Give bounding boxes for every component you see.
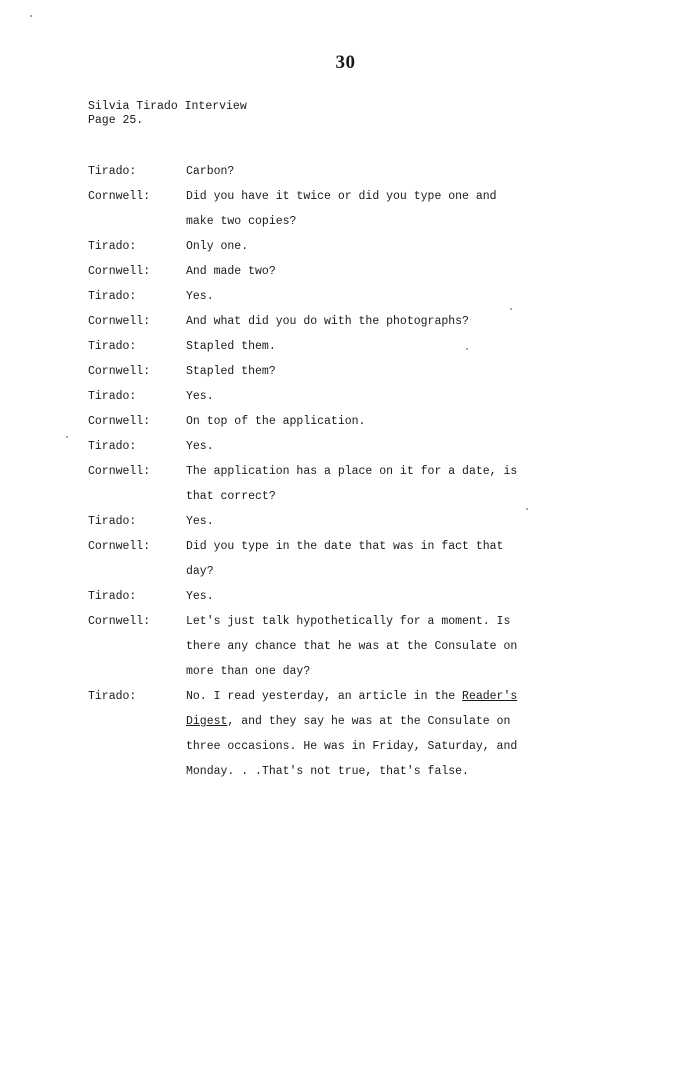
- speech-text: [186, 434, 576, 459]
- header-page: Page 25.: [88, 114, 144, 127]
- speech-text: [186, 534, 576, 584]
- speech-line: Stapled them.: [186, 340, 276, 353]
- speech-line: [186, 709, 576, 734]
- speech-line: more than one day?: [186, 665, 311, 678]
- scan-speck: [30, 15, 32, 17]
- scan-speck: [466, 348, 468, 350]
- speech-text: [186, 609, 576, 684]
- transcript-entry: [88, 309, 588, 334]
- speech-text: [186, 384, 576, 409]
- speech-text: [186, 684, 576, 784]
- speech-line: The application has a place on it for a date, is: [186, 465, 518, 478]
- speaker-label: Cornwell:: [88, 365, 151, 378]
- speech-text: [186, 309, 576, 334]
- speech-line: On top of the application.: [186, 415, 366, 428]
- speech-text: [186, 334, 576, 359]
- speech-line: make two copies?: [186, 215, 297, 228]
- transcript-entry: [88, 609, 588, 684]
- transcript-entry: [88, 384, 588, 409]
- speech-text: [186, 284, 576, 309]
- speech-line: Yes.: [186, 440, 214, 453]
- transcript-entry: [88, 409, 588, 434]
- transcript-entry: [88, 684, 588, 784]
- speech-line: And made two?: [186, 265, 276, 278]
- speech-line: that correct?: [186, 490, 276, 503]
- transcript: [88, 159, 588, 784]
- transcript-entry: [88, 584, 588, 609]
- scan-speck: [510, 308, 512, 310]
- speaker-label: Cornwell:: [88, 615, 151, 628]
- speaker-label: Cornwell:: [88, 415, 151, 428]
- transcript-entry: [88, 159, 588, 184]
- speaker-label: Tirado:: [88, 290, 137, 303]
- underlined-title: Digest: [186, 715, 228, 728]
- speech-line: there any chance that he was at the Consulate on: [186, 640, 518, 653]
- speech-line: Only one.: [186, 240, 249, 253]
- speaker-label: Tirado:: [88, 690, 137, 703]
- speaker-label: Tirado:: [88, 240, 137, 253]
- speech-text: [186, 584, 576, 609]
- speech-text: [186, 459, 576, 509]
- speech-fragment: No. I read yesterday, an article in the: [186, 690, 463, 703]
- transcript-entry: [88, 359, 588, 384]
- speech-line: Did you type in the date that was in fact that: [186, 540, 504, 553]
- speech-text: [186, 359, 576, 384]
- speaker-label: Tirado:: [88, 165, 137, 178]
- transcript-entry: [88, 259, 588, 284]
- speaker-label: Cornwell:: [88, 465, 151, 478]
- speaker-label: Cornwell:: [88, 315, 151, 328]
- speech-text: [186, 184, 576, 234]
- speaker-label: Cornwell:: [88, 540, 151, 553]
- speech-line: Stapled them?: [186, 365, 276, 378]
- speech-line: Monday. . .That's not true, that's false.: [186, 765, 469, 778]
- speaker-label: Tirado:: [88, 515, 137, 528]
- speech-text: [186, 409, 576, 434]
- document-header: [88, 100, 247, 128]
- transcript-entry: [88, 234, 588, 259]
- speaker-label: Cornwell:: [88, 190, 151, 203]
- transcript-entry: [88, 534, 588, 584]
- speech-text: [186, 259, 576, 284]
- speech-line: Yes.: [186, 390, 214, 403]
- underlined-title: Reader's: [462, 690, 518, 703]
- transcript-entry: [88, 509, 588, 534]
- page-number: 30: [335, 52, 356, 73]
- speaker-label: Cornwell:: [88, 265, 151, 278]
- speech-text: [186, 159, 576, 184]
- transcript-entry: [88, 284, 588, 309]
- speech-line: Let's just talk hypothetically for a moment. Is: [186, 615, 511, 628]
- transcript-entry: [88, 334, 588, 359]
- speech-line: Yes.: [186, 290, 214, 303]
- speech-text: [186, 234, 576, 259]
- speaker-label: Tirado:: [88, 340, 137, 353]
- transcript-entries: [88, 159, 588, 684]
- speech-line: [186, 684, 576, 709]
- speech-line: Yes.: [186, 590, 214, 603]
- speech-fragment: , and they say he was at the Consulate on: [227, 715, 511, 728]
- speaker-label: Tirado:: [88, 390, 137, 403]
- scan-speck: [526, 508, 528, 510]
- speech-line: day?: [186, 565, 214, 578]
- scan-speck: [66, 436, 68, 438]
- speaker-label: Tirado:: [88, 590, 137, 603]
- speech-line: Carbon?: [186, 165, 235, 178]
- speech-text: [186, 509, 576, 534]
- transcript-entry: [88, 184, 588, 234]
- transcript-entry: [88, 459, 588, 509]
- speech-line: And what did you do with the photographs?: [186, 315, 469, 328]
- speech-line: Did you have it twice or did you type one and: [186, 190, 497, 203]
- speech-line: three occasions. He was in Friday, Saturday, and: [186, 740, 518, 753]
- transcript-entry: [88, 434, 588, 459]
- header-title: Silvia Tirado Interview: [88, 100, 247, 113]
- speaker-label: Tirado:: [88, 440, 137, 453]
- speech-line: Yes.: [186, 515, 214, 528]
